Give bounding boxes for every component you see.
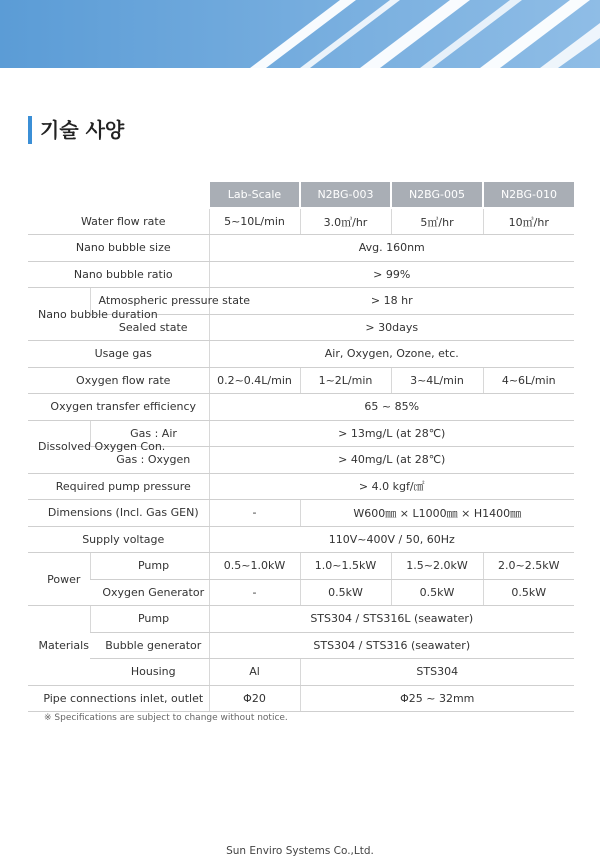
cell-value: > 4.0 kgf/㎠ (209, 473, 574, 500)
table-header-row (28, 182, 574, 208)
header-banner (0, 0, 600, 68)
row-label-pump-pressure: Required pump pressure (28, 473, 209, 500)
cell-value: 0.5kW (300, 579, 391, 606)
table-row (28, 553, 574, 580)
sub-label-sealed: Sealed state (90, 314, 209, 341)
header-blank (28, 182, 209, 208)
sub-label-gas-oxygen: Gas : Oxygen (90, 447, 209, 474)
table-row (28, 367, 574, 394)
sub-label-oxygen-generator: Oxygen Generator (90, 579, 209, 606)
sub-label-pump: Pump (90, 553, 209, 580)
cell-value: 5~10L/min (209, 208, 300, 235)
footnote: ※ Specifications are subject to change without notice. (44, 713, 288, 723)
cell-value: 2.0~2.5kW (483, 553, 574, 580)
header-n2bg-010: N2BG-010 (483, 182, 574, 208)
company-footer: Sun Enviro Systems Co.,Ltd. (226, 845, 374, 857)
cell-value: > 30days (209, 314, 574, 341)
table-row (28, 261, 574, 288)
cell-value: 0.5kW (391, 579, 483, 606)
sub-label-atmospheric: Atmospheric pressure state (90, 288, 209, 315)
table-row (28, 500, 574, 527)
cell-value: Avg. 160nm (209, 235, 574, 262)
cell-value: Φ20 (209, 685, 300, 712)
table-row (28, 579, 574, 606)
row-label-usage-gas: Usage gas (28, 341, 209, 368)
cell-value: 1.5~2.0kW (391, 553, 483, 580)
section-title: 기술 사양 (28, 116, 124, 144)
cell-value: 3.0㎥/hr (300, 208, 391, 235)
cell-value: > 13mg/L (at 28℃) (209, 420, 574, 447)
cell-value: W600㎜ × L1000㎜ × H1400㎜ (300, 500, 574, 527)
row-label-nb-duration: Nano bubble duration (28, 288, 90, 341)
cell-value: 0.5~1.0kW (209, 553, 300, 580)
table-row (28, 235, 574, 262)
table-row (28, 420, 574, 447)
cell-value: 5㎥/hr (391, 208, 483, 235)
cell-value: Al (209, 659, 300, 686)
table-row (28, 288, 574, 315)
cell-value: > 18 hr (209, 288, 574, 315)
row-label-oxygen-flow: Oxygen flow rate (28, 367, 209, 394)
row-label-supply: Supply voltage (28, 526, 209, 553)
row-label-dissolved: Dissolved Oxygen Con. (28, 420, 90, 473)
cell-value: 110V~400V / 50, 60Hz (209, 526, 574, 553)
cell-value: 1~2L/min (300, 367, 391, 394)
cell-value: - (209, 500, 300, 527)
cell-value: 0.2~0.4L/min (209, 367, 300, 394)
row-label-oxygen-eff: Oxygen transfer efficiency (28, 394, 209, 421)
header-lab-scale: Lab-Scale (209, 182, 300, 208)
table-row (28, 632, 574, 659)
cell-value: STS304 / STS316L (seawater) (209, 606, 574, 633)
cell-value: > 99% (209, 261, 574, 288)
header-n2bg-005: N2BG-005 (391, 182, 483, 208)
table-row (28, 526, 574, 553)
cell-value: 65 ~ 85% (209, 394, 574, 421)
cell-value: STS304 / STS316 (seawater) (209, 632, 574, 659)
row-label-materials: Materials (28, 606, 90, 686)
table-row (28, 394, 574, 421)
cell-value: 4~6L/min (483, 367, 574, 394)
cell-value: 0.5kW (483, 579, 574, 606)
spec-table (28, 182, 574, 712)
table-row (28, 606, 574, 633)
sub-label-materials-pump: Pump (90, 606, 209, 633)
row-label-dimensions: Dimensions (Incl. Gas GEN) (28, 500, 209, 527)
header-n2bg-003: N2BG-003 (300, 182, 391, 208)
cell-value: > 40mg/L (at 28℃) (209, 447, 574, 474)
table-row (28, 208, 574, 235)
sub-label-gas-air: Gas : Air (90, 420, 209, 447)
cell-value: 1.0~1.5kW (300, 553, 391, 580)
cell-value: Φ25 ~ 32mm (300, 685, 574, 712)
sub-label-bubble-generator: Bubble generator (90, 632, 209, 659)
cell-value: STS304 (300, 659, 574, 686)
table-row (28, 473, 574, 500)
cell-value: 3~4L/min (391, 367, 483, 394)
cell-value: Air, Oxygen, Ozone, etc. (209, 341, 574, 368)
table-row (28, 659, 574, 686)
table-row (28, 685, 574, 712)
row-label-pipe: Pipe connections inlet, outlet (28, 685, 209, 712)
row-label-nb-ratio: Nano bubble ratio (28, 261, 209, 288)
sub-label-housing: Housing (90, 659, 209, 686)
table-row (28, 341, 574, 368)
row-label-power: Power (28, 553, 90, 606)
row-label-nb-size: Nano bubble size (28, 235, 209, 262)
row-label-water-flow: Water flow rate (28, 208, 209, 235)
cell-value: 10㎥/hr (483, 208, 574, 235)
cell-value: - (209, 579, 300, 606)
